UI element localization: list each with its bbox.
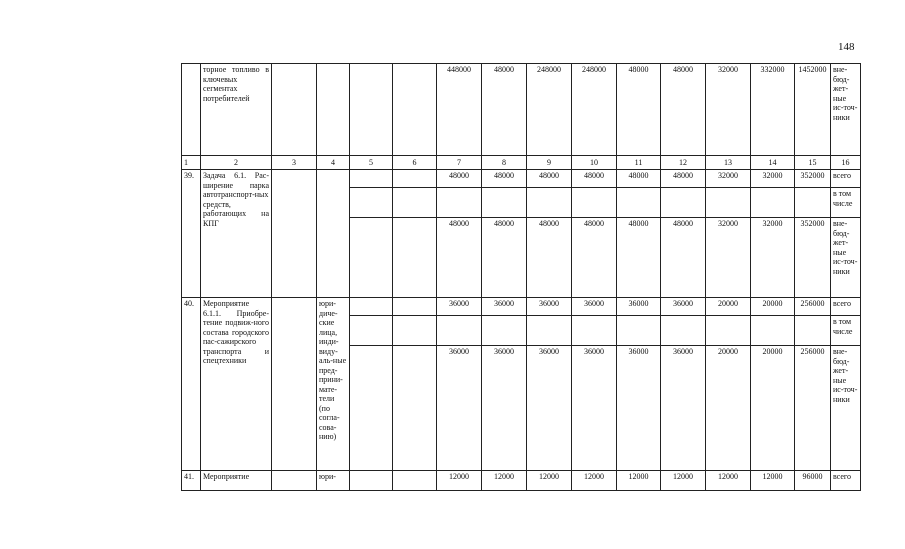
value-cell: 12000 xyxy=(527,471,572,491)
source-cell: всего xyxy=(831,471,861,491)
column-number: 12 xyxy=(661,156,706,170)
value-cell: 12000 xyxy=(706,471,751,491)
empty-cell xyxy=(482,188,527,218)
column-number: 10 xyxy=(572,156,617,170)
column-number: 6 xyxy=(393,156,437,170)
empty-cell xyxy=(661,316,706,346)
empty-cell xyxy=(393,218,437,298)
value-cell: 32000 xyxy=(751,218,795,298)
source-cell: вне-бюд-жет-ные ис-точ-ники xyxy=(831,346,861,471)
value-cell: 20000 xyxy=(751,346,795,471)
column-number: 9 xyxy=(527,156,572,170)
table-row-continuation xyxy=(182,64,861,156)
value-cell: 32000 xyxy=(706,218,751,298)
row-index: 41. xyxy=(182,471,201,491)
empty-cell xyxy=(350,170,393,188)
empty-cell xyxy=(350,316,393,346)
source-cell: вне-бюд-жет-ные ис-точ-ники xyxy=(831,218,861,298)
empty-cell xyxy=(272,170,317,298)
table-row xyxy=(182,170,861,188)
empty-cell xyxy=(350,188,393,218)
source-cell: в том числе xyxy=(831,188,861,218)
empty-cell xyxy=(393,188,437,218)
empty-cell xyxy=(393,170,437,188)
column-number: 13 xyxy=(706,156,751,170)
empty-cell xyxy=(572,188,617,218)
value-cell: 12000 xyxy=(661,471,706,491)
value-cell: 32000 xyxy=(751,170,795,188)
value-cell: 48000 xyxy=(527,218,572,298)
value-cell: 36000 xyxy=(661,298,706,316)
empty-cell xyxy=(795,188,831,218)
description-cell: Задача 6.1. Рас-ширение парка автотранспорт-ных средств, работающих на КПГ xyxy=(201,170,272,298)
empty-cell xyxy=(795,316,831,346)
empty-cell xyxy=(393,316,437,346)
column-number: 8 xyxy=(482,156,527,170)
empty-cell xyxy=(617,188,661,218)
empty-cell xyxy=(272,471,317,491)
executor-cell xyxy=(317,170,350,298)
empty-cell xyxy=(393,471,437,491)
description-cell: Мероприятие 6.1.1. Приобре-тение подвиж-ного состава городского пас-сажирского транспорта и спецтехники xyxy=(201,298,272,471)
column-number: 14 xyxy=(751,156,795,170)
source-cell: вне-бюд-жет-ные ис-точ-ники xyxy=(831,64,861,156)
empty-cell xyxy=(350,471,393,491)
empty-cell xyxy=(751,316,795,346)
value-cell: 32000 xyxy=(706,64,751,156)
column-number: 15 xyxy=(795,156,831,170)
value-cell: 48000 xyxy=(661,64,706,156)
value-cell: 48000 xyxy=(661,170,706,188)
value-cell: 36000 xyxy=(617,298,661,316)
empty-cell xyxy=(272,298,317,471)
empty-cell xyxy=(527,316,572,346)
empty-cell xyxy=(393,64,437,156)
description-cell: торное топливо в ключевых сегментах потребителей xyxy=(201,64,272,156)
table-row xyxy=(182,298,861,316)
value-cell: 48000 xyxy=(617,64,661,156)
value-cell: 36000 xyxy=(617,346,661,471)
value-cell: 36000 xyxy=(661,346,706,471)
value-cell: 36000 xyxy=(482,298,527,316)
column-number: 16 xyxy=(831,156,861,170)
value-cell: 36000 xyxy=(437,298,482,316)
value-cell: 36000 xyxy=(482,346,527,471)
value-cell: 48000 xyxy=(617,218,661,298)
value-cell: 32000 xyxy=(706,170,751,188)
value-cell: 20000 xyxy=(706,346,751,471)
empty-cell xyxy=(617,316,661,346)
value-cell: 48000 xyxy=(482,170,527,188)
row-index: 39. xyxy=(182,170,201,298)
column-number: 11 xyxy=(617,156,661,170)
empty-cell xyxy=(661,188,706,218)
index-cell xyxy=(182,64,201,156)
value-cell: 256000 xyxy=(795,346,831,471)
empty-cell xyxy=(393,298,437,316)
value-cell: 20000 xyxy=(706,298,751,316)
value-cell: 48000 xyxy=(437,218,482,298)
value-cell: 12000 xyxy=(482,471,527,491)
column-number-row xyxy=(182,156,861,170)
value-cell: 20000 xyxy=(751,298,795,316)
value-cell: 48000 xyxy=(572,218,617,298)
value-cell: 12000 xyxy=(572,471,617,491)
value-cell: 36000 xyxy=(527,346,572,471)
value-cell: 256000 xyxy=(795,298,831,316)
executor-cell: юри-диче-ские лица, инди-виду-аль-ные пред-прини-мате-тели (по согла-сова-нию) xyxy=(317,298,350,471)
source-cell: всего xyxy=(831,298,861,316)
empty-cell xyxy=(317,64,350,156)
empty-cell xyxy=(437,188,482,218)
value-cell: 448000 xyxy=(437,64,482,156)
value-cell: 12000 xyxy=(437,471,482,491)
value-cell: 48000 xyxy=(482,64,527,156)
value-cell: 1452000 xyxy=(795,64,831,156)
column-number: 1 xyxy=(182,156,201,170)
value-cell: 352000 xyxy=(795,170,831,188)
value-cell: 36000 xyxy=(437,346,482,471)
empty-cell xyxy=(751,188,795,218)
value-cell: 36000 xyxy=(572,346,617,471)
empty-cell xyxy=(393,346,437,471)
table-row xyxy=(182,471,861,491)
column-number: 4 xyxy=(317,156,350,170)
empty-cell xyxy=(350,298,393,316)
page-number: 148 xyxy=(838,41,855,53)
empty-cell xyxy=(272,64,317,156)
value-cell: 48000 xyxy=(527,170,572,188)
value-cell: 48000 xyxy=(572,170,617,188)
value-cell: 36000 xyxy=(572,298,617,316)
column-number: 7 xyxy=(437,156,482,170)
empty-cell xyxy=(350,64,393,156)
executor-cell: юри- xyxy=(317,471,350,491)
value-cell: 352000 xyxy=(795,218,831,298)
value-cell: 36000 xyxy=(527,298,572,316)
program-table xyxy=(181,63,861,491)
row-index: 40. xyxy=(182,298,201,471)
value-cell: 48000 xyxy=(617,170,661,188)
value-cell: 248000 xyxy=(572,64,617,156)
empty-cell xyxy=(706,188,751,218)
column-number: 3 xyxy=(272,156,317,170)
value-cell: 12000 xyxy=(751,471,795,491)
value-cell: 332000 xyxy=(751,64,795,156)
value-cell: 248000 xyxy=(527,64,572,156)
value-cell: 96000 xyxy=(795,471,831,491)
empty-cell xyxy=(482,316,527,346)
value-cell: 12000 xyxy=(617,471,661,491)
value-cell: 48000 xyxy=(437,170,482,188)
column-number: 2 xyxy=(201,156,272,170)
source-cell: всего xyxy=(831,170,861,188)
empty-cell xyxy=(527,188,572,218)
source-cell: в том числе xyxy=(831,316,861,346)
empty-cell xyxy=(437,316,482,346)
value-cell: 48000 xyxy=(661,218,706,298)
empty-cell xyxy=(706,316,751,346)
empty-cell xyxy=(572,316,617,346)
column-number: 5 xyxy=(350,156,393,170)
empty-cell xyxy=(350,346,393,471)
value-cell: 48000 xyxy=(482,218,527,298)
empty-cell xyxy=(350,218,393,298)
description-cell: Мероприятие xyxy=(201,471,272,491)
